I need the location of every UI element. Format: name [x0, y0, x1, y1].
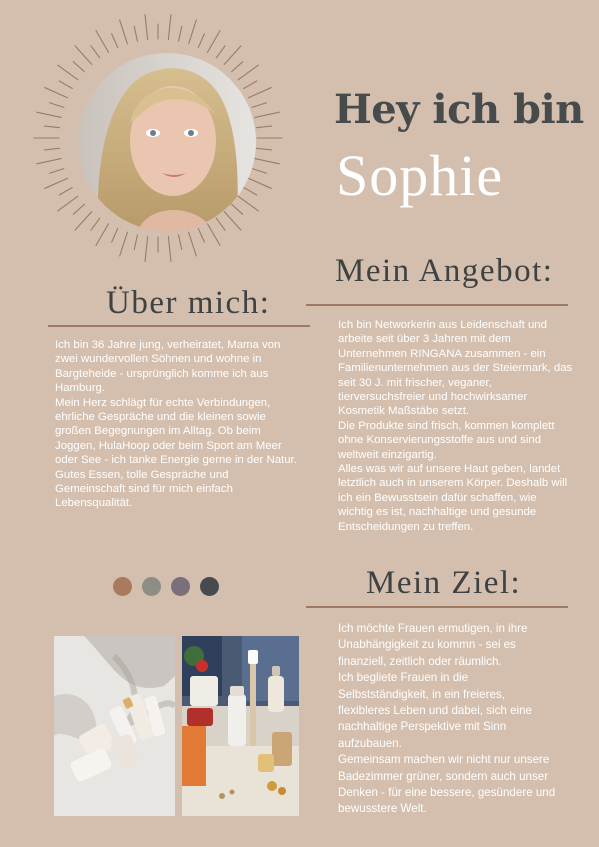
- profile-photo: [78, 53, 256, 231]
- sun-ray: [255, 159, 279, 164]
- sun-ray: [189, 232, 197, 256]
- greeting-heading: Hey ich bin: [334, 86, 584, 133]
- offer-paragraph-3: Alles was wir auf unsere Haut geben, landet letztlich auch in unserem Körper. Deshalb will ich ein Bewusstsein dafür schaffen, wie wichtig es ist, nachhaltige und gesunde Entscheidungen zu treffen.: [338, 463, 568, 533]
- sun-ray: [120, 20, 128, 44]
- offer-paragraph-2: Die Produkte sind frisch, kommen komplett ohne Konservierungsstoffe aus und sind weltweit einzigartig.: [338, 419, 555, 461]
- goal-paragraph-1: Ich möchte Frauen ermutigen, in ihre Unabhängigkeit zu kommn - sei es finanziell, zeitlich oder räumlich.: [338, 622, 528, 668]
- sun-ray: [145, 236, 148, 261]
- sun-ray: [168, 15, 171, 40]
- sun-ray: [134, 26, 137, 41]
- sun-ray: [189, 20, 197, 44]
- sun-ray: [244, 81, 257, 89]
- sun-ray: [238, 65, 258, 80]
- sun-ray: [232, 204, 243, 214]
- sun-ray: [96, 31, 109, 53]
- sun-ray: [224, 46, 241, 65]
- sun-ray: [37, 112, 61, 117]
- offer-paragraph-1: Ich bin Networkerin aus Leidenschaft und arbeite seit über 3 Jahren mit dem Unternehmen RINGANA zusammen - ein Familienunternehmen aus der Steiermark, das seit 30 J. mit frischer, veganer, tierversuchsfreier und hochwirksamer Kosmetik Maßstäbe setzt.: [338, 319, 573, 418]
- sun-ray: [216, 218, 225, 230]
- goal-divider: [306, 606, 568, 608]
- sun-ray: [112, 228, 118, 242]
- sun-ray: [248, 178, 271, 188]
- about-divider: [48, 325, 310, 327]
- sun-ray: [37, 159, 61, 164]
- sun-ray: [145, 15, 148, 40]
- sun-ray: [73, 204, 84, 214]
- sun-ray: [252, 103, 266, 108]
- sun-ray: [256, 148, 271, 150]
- palette-dot-grey: [142, 577, 161, 596]
- sun-ray: [58, 196, 78, 211]
- goal-text: [338, 621, 560, 818]
- goal-paragraph-2: Ich begliete Frauen in die Selbstständigkeit, in ein freieres, flexibleres Leben und dabei, sich eine nachhaltige Perspektive mit Sinn aufzubauen.: [338, 671, 533, 750]
- offer-divider: [306, 304, 568, 306]
- sun-ray: [91, 46, 100, 58]
- sun-ray: [208, 224, 221, 246]
- sun-ray: [73, 62, 84, 72]
- sun-ray: [244, 188, 257, 196]
- sun-ray: [45, 148, 60, 150]
- sun-ray: [208, 31, 221, 53]
- sun-ray: [50, 103, 64, 108]
- product-photo-shadows: [54, 636, 175, 816]
- sun-ray: [216, 46, 225, 58]
- sun-ray: [50, 169, 64, 174]
- about-heading: Über mich:: [106, 285, 271, 321]
- sun-ray: [75, 46, 92, 65]
- sun-ray: [45, 178, 68, 188]
- sun-ray: [59, 188, 72, 196]
- palette-dot-mauve: [171, 577, 190, 596]
- about-paragraph-1: Ich bin 36 Jahre jung, verheiratet, Mama von zwei wundervollen Söhnen und wohne in Bargteheide - ursprünglich komme ich aus Hamburg.: [55, 339, 281, 395]
- palette-dot-charcoal: [200, 577, 219, 596]
- sun-ray: [256, 126, 271, 128]
- sun-ray: [120, 232, 128, 256]
- palette-dot-brown: [113, 577, 132, 596]
- sun-ray: [238, 196, 258, 211]
- sun-ray: [168, 236, 171, 261]
- about-text: [55, 338, 299, 511]
- name-heading: Sophie: [336, 143, 504, 208]
- offer-text: [338, 318, 574, 534]
- product-photo-display: [182, 636, 299, 816]
- sun-ray: [96, 224, 109, 246]
- sun-ray: [248, 88, 271, 98]
- sun-ray: [134, 235, 137, 250]
- sun-ray: [75, 212, 92, 231]
- sun-ray: [232, 62, 243, 72]
- goal-paragraph-3: Gemeinsam machen wir nicht nur unsere Badezimmer grüner, sondern auch unser Denken - für eine bessere, gesündere und bewusstere Welt.: [338, 753, 556, 816]
- sun-ray: [59, 81, 72, 89]
- sun-ray: [179, 26, 182, 41]
- about-paragraph-3: Gutes Essen, tolle Gespräche und Gemeinschaft sind für mich einfach Lebensqualität.: [55, 468, 233, 510]
- sun-ray: [112, 34, 118, 48]
- goal-heading: Mein Ziel:: [366, 565, 522, 601]
- about-paragraph-2: Mein Herz schlägt für echte Verbindungen, ehrliche Gespräche und die kleinen sowie großen Begegnungen im Alltag. Ob beim Joggen, HulaHoop oder beim Sport am Meer oder See - ich tanke Energie gerne in der Natur.: [55, 396, 297, 467]
- sun-ray: [252, 169, 266, 174]
- sun-ray: [91, 218, 100, 230]
- sun-ray: [255, 112, 279, 117]
- sun-ray: [179, 235, 182, 250]
- sun-ray: [198, 228, 204, 242]
- sun-ray: [45, 88, 68, 98]
- sun-ray: [45, 126, 60, 128]
- offer-heading: Mein Angebot:: [335, 253, 554, 289]
- sun-ray: [198, 34, 204, 48]
- sun-ray: [224, 212, 241, 231]
- color-palette: [113, 577, 219, 596]
- sun-ray: [58, 65, 78, 80]
